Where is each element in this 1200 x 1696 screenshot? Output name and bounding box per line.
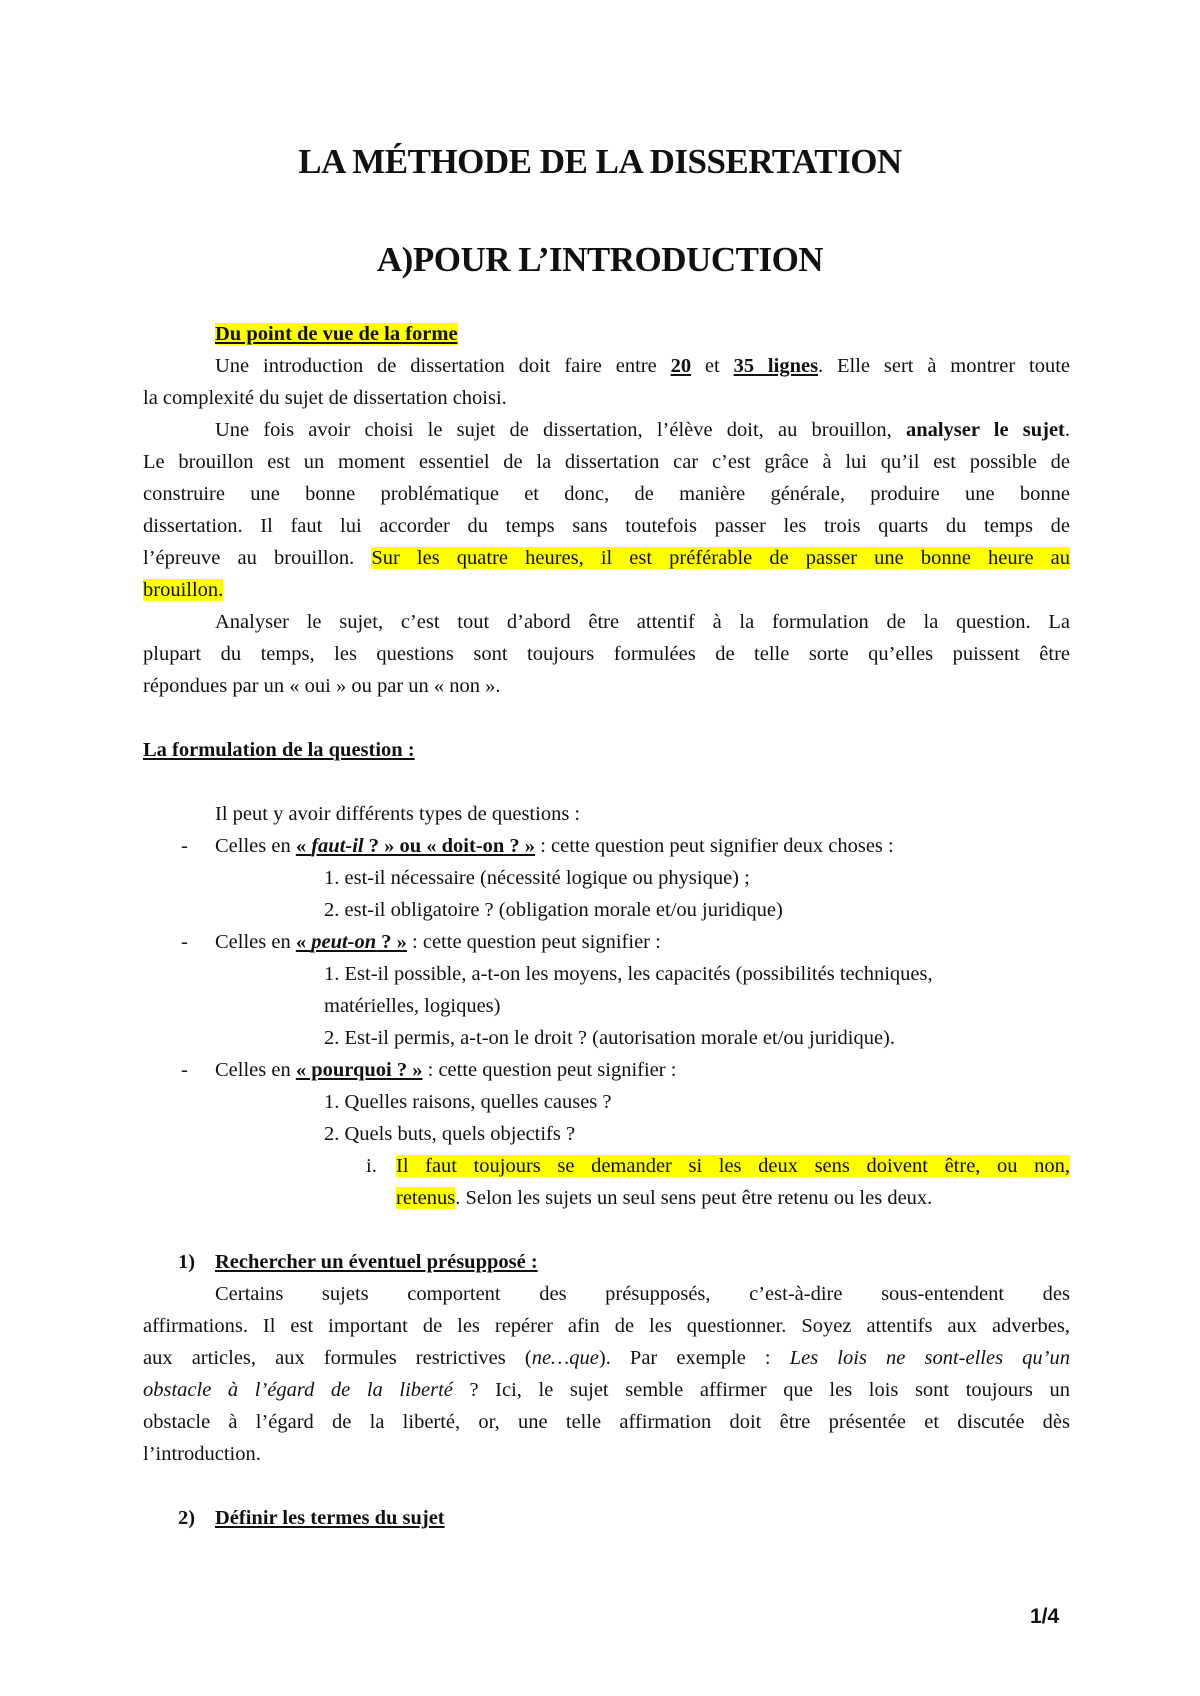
paragraph-line: la complexité du sujet de dissertation choisi. xyxy=(143,387,507,409)
paragraph-line xyxy=(143,579,1070,602)
paragraph-line: affirmations. Il est important de les repérer afin de les questionner. Soyez attentifs aux adverbes, xyxy=(143,1315,1070,1337)
analyser-sujet-emphasis: analyser le sujet xyxy=(905,419,1065,441)
paragraph-line: répondues par un « oui » ou par un « non ». xyxy=(143,675,501,697)
sub-list-item: 2. Quels buts, quels objectifs ? xyxy=(324,1123,576,1145)
heading-forme xyxy=(215,323,1142,346)
section-number: 1) xyxy=(178,1251,196,1273)
paragraph-line: construire une bonne problématique et donc, de manière générale, produire une bonne xyxy=(143,483,1070,505)
page-number: 1/4 xyxy=(1030,1605,1060,1628)
list-item-pourquoi: Celles en « pourquoi ? » : cette question peut signifier : xyxy=(215,1059,677,1081)
paragraph-line: l’épreuve au brouillon. Sur les quatre heures, il est préférable de passer une bonne heure au xyxy=(143,547,1070,569)
section-heading-a: A)POUR L’INTRODUCTION xyxy=(376,240,824,279)
highlighted-advice: Sur les quatre heures, il est préférable de passer une bonne heure au xyxy=(371,547,1070,569)
highlighted-note: Il faut toujours se demander si les deux sens doivent être, ou non, xyxy=(396,1155,1070,1177)
sub-list-item: 2. Est-il permis, a-t-on le droit ? (autorisation morale et/ou juridique). xyxy=(324,1027,895,1049)
paragraph-line: plupart du temps, les questions sont toujours formulées de telle sorte qu’elles puissent être xyxy=(143,643,1070,665)
list-dash: - xyxy=(181,835,188,857)
paragraph-line: Certains sujets comportent des présupposés, c’est-à-dire sous-entendent des xyxy=(215,1283,1070,1305)
paragraph-line: aux articles, aux formules restrictives (ne…que). Par exemple : Les lois ne sont-elles qu’un xyxy=(143,1347,1070,1369)
max-lines-value: 35 lignes xyxy=(733,355,819,377)
sub-list-item: matérielles, logiques) xyxy=(324,995,501,1017)
sub-list-item: 1. est-il nécessaire (nécessité logique ou physique) ; xyxy=(324,867,750,889)
paragraph-line: Une fois avoir choisi le sujet de dissertation, l’élève doit, au brouillon, analyser le sujet. xyxy=(215,419,1070,441)
note-line: retenus. Selon les sujets un seul sens peut être retenu ou les deux. xyxy=(396,1187,933,1209)
paragraph-line: dissertation. Il faut lui accorder du temps sans toutefois passer les trois quarts du temps de xyxy=(143,515,1070,537)
highlighted-advice-end: brouillon. xyxy=(143,579,224,601)
paragraph-line: Une introduction de dissertation doit faire entre 20 et 35 lignes. Elle sert à montrer toute xyxy=(215,355,1071,377)
heading-formulation: La formulation de la question : xyxy=(143,739,415,761)
paragraph-line: Il peut y avoir différents types de questions : xyxy=(215,803,581,825)
paragraph-line: l’introduction. xyxy=(143,1443,261,1465)
sub-list-item: 1. Quelles raisons, quelles causes ? xyxy=(324,1091,612,1113)
sub-list-item: 2. est-il obligatoire ? (obligation morale et/ou juridique) xyxy=(324,899,783,921)
list-dash: - xyxy=(181,931,188,953)
paragraph-line: Analyser le sujet, c’est tout d’abord être attentif à la formulation de la question. La xyxy=(215,611,1070,633)
list-dash: - xyxy=(181,1059,188,1081)
sub-list-item: 1. Est-il possible, a-t-on les moyens, les capacités (possibilités techniques, xyxy=(324,963,933,985)
paragraph-line: obstacle à l’égard de la liberté ? Ici, le sujet semble affirmer que les lois sont toujours un xyxy=(143,1379,1071,1401)
paragraph-line: obstacle à l’égard de la liberté, or, une telle affirmation doit être présentée et discutée dès xyxy=(143,1411,1070,1433)
list-item-peut-on: Celles en « peut-on ? » : cette question peut signifier : xyxy=(215,931,661,953)
paragraph-line: Le brouillon est un moment essentiel de la dissertation car c’est grâce à lui qu’il est possible de xyxy=(143,451,1070,473)
heading-presuppose: Rechercher un éventuel présupposé : xyxy=(215,1251,538,1273)
heading-definir: Définir les termes du sujet xyxy=(215,1507,445,1529)
note-marker: i. xyxy=(366,1155,377,1177)
section-number: 2) xyxy=(178,1507,196,1529)
document-title: LA MÉTHODE DE LA DISSERTATION xyxy=(298,142,902,181)
list-item-faut-il: Celles en « faut-il ? » ou « doit-on ? » : cette question peut signifier deux choses : xyxy=(215,835,894,857)
min-lines-value: 20 xyxy=(670,355,692,377)
heading-forme-text: Du point de vue de la forme xyxy=(215,323,458,345)
